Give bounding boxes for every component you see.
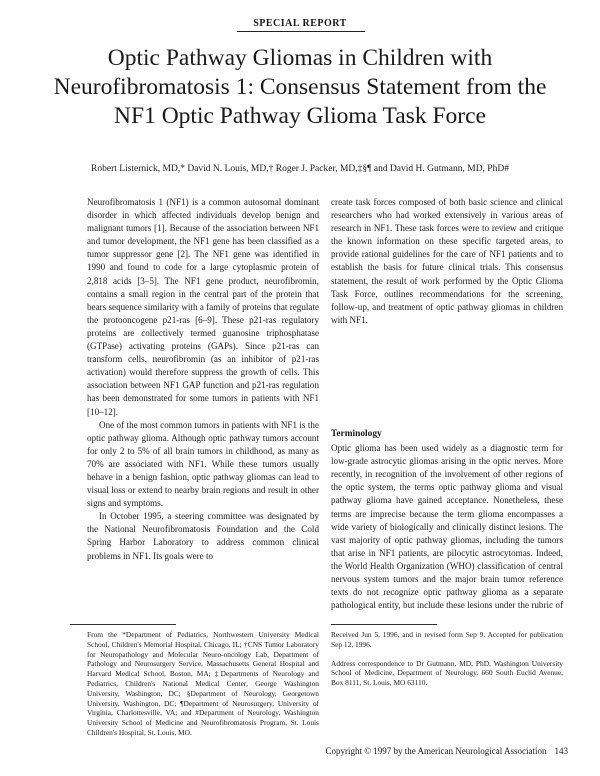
affiliations-footnote: From the *Department of Pediatrics, Northwestern University Medical School, Children's Memorial Hospital, Chicago, IL; †CNS Tumor Laboratory for Neuropathology and Molecular Neuro-oncology Lab, Department of Pathology and Neurosurgery Service, Massachusetts General Hospital and Harvard Medical School, Boston, MA; ‡Departments of Neurology and Pediatrics, Children's National Medical Center, George Washington University, Washington, DC; §Department of Neurology, Georgetown University, Washington, DC; ¶Department of Neurosurgery, University of Virginia, Charlottesville, VA; and #Department of Neurology, Washington University School of Medicine and Neurofibromatosis Program, St. Louis Children's Hospital, St. Louis, MO. bbox=[87, 630, 319, 737]
article-title: Optic Pathway Gliomas in Children with Neurofibromatosis 1: Consensus Statement from the NF1 Optic Pathway Glioma Task Force bbox=[53, 45, 547, 129]
terminology-paragraph: Optic glioma has been used widely as a diagnostic term for low-grade astrocytic gliomas arising in the optic nerves. More recently, in recognition of the involvement of other regions of the optic system, the terms optic pathway glioma and visual pathway glioma have gained acceptance. Nonetheless, these terms are imprecise because the term glioma encompasses a wide variety of biologically and clinically distinct lesions. The vast majority of optic pathway gliomas, including the tumors that arise in NF1 patients, are pilocytic astrocytomas. Indeed, the World Health Organization (WHO) classification of central nervous system tumors and the major brain tumor reference texts do not recognize optic pathway glioma as a separate pathological entity, but include these lesions under the rubric of bbox=[331, 443, 563, 611]
publication-notes bbox=[331, 630, 563, 690]
terminology-heading: Terminology bbox=[331, 429, 382, 439]
footnote-divider-left bbox=[70, 624, 176, 625]
committee-paragraph: In October 1995, a steering committee was designated by the National Neurofibromatosis Foundation and the Cold Spring Harbor Laboratory to address common clinical problems in NF1. Its goals were to bbox=[87, 511, 319, 561]
section-label: SPECIAL REPORT bbox=[253, 18, 347, 29]
copyright-notice: Copyright © 1997 by the American Neurological Association bbox=[325, 746, 547, 756]
page-number: 143 bbox=[554, 746, 568, 756]
page-footer bbox=[325, 746, 568, 756]
glioma-paragraph: One of the most common tumors in patients with NF1 is the optic pathway glioma. Although optic pathway tumors account for only 2 to 5% of all brain tumors in childhood, as many as 70% are associated with NF1. While these tumors usually behave in a benign fashion, optic pathway gliomas can lead to visual loss or extend to nearby brain regions and result in other signs and symptoms. bbox=[87, 419, 319, 509]
author-list: Robert Listernick, MD,* David N. Louis, MD,† Roger J. Packer, MD,‡§¶ and David H. Gutmann, MD, PhD# bbox=[91, 164, 509, 174]
body-column-right-bottom bbox=[331, 418, 563, 614]
body-column-right-top bbox=[331, 196, 563, 412]
section-rule bbox=[237, 31, 365, 32]
footnote-divider-right bbox=[331, 624, 437, 625]
task-force-paragraph: create task forces composed of both basic science and clinical researchers who had worked extensively in various areas of research in NF1. These task forces were to review and critique the known information on these specific targeted areas, to provide rational guidelines for the care of NF1 patients and to establish the basis for future clinical trials. This consensus statement, the result of work performed by the Optic Glioma Task Force, outlines recommendations for the screening, follow-up, and treatment of optic pathway gliomas in children with NF1. bbox=[331, 197, 563, 325]
received-note: Received Jun 5, 1996, and in revised form Sep 9. Accepted for publication Sep 12, 1996. bbox=[331, 630, 563, 649]
correspondence-note: Address correspondence to Dr Gutmann, MD, PhD, Washington University School of Medicine, Department of Neurology, 660 South Euclid Avenue, Box 8111, St. Louis, MO 63110. bbox=[331, 658, 563, 688]
intro-paragraph: Neurofibromatosis 1 (NF1) is a common autosomal dominant disorder in which affected individuals develop benign and malignant tumors [1]. Because of the association between NF1 and tumor development, the NF1 gene has been classified as a tumor suppressor gene [2]. The NF1 gene was identified in 1990 and found to code for a large cytoplasmic protein of 2,818 acids [3–5]. The NF1 gene product, neurofibromin, contains a small region in the central part of the protein that bears sequence similarity with a family of proteins that regulate the protooncogene p21-ras [6–9]. These p21-ras regulatory proteins are collectively termed guanosine triphosphatase (GTPase) activating proteins (GAPs). Since p21-ras can transform cells, neurofibromin (as an inhibitor of p21-ras activation) would therefore suppress the growth of cells. This association between NF1 GAP function and p21-ras regulation has been demonstrated for some tumors in patients with NF1 [10–12]. bbox=[87, 197, 319, 417]
